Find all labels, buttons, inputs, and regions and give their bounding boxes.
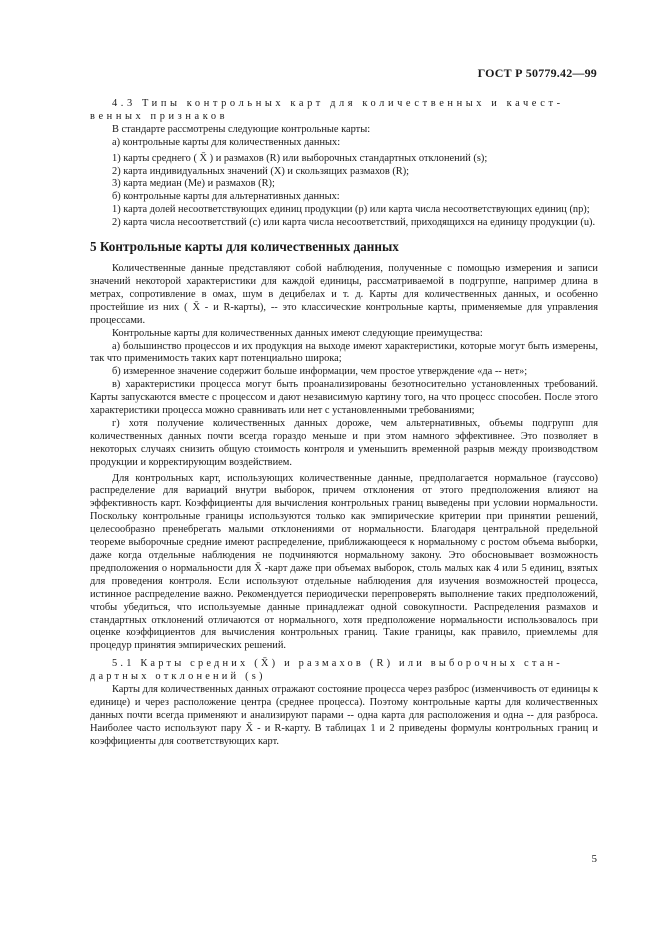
section-5-1-paragraph: Карты для количественных данных отражают состояние процесса через разброс (изменчивость от единицы к единице) и через расположение центра (среднее процесса). Поэтому контрольные карты для количественных данных почти всегда применяют и анализируют парами -- одна карта для расположения и одна -- для разброса. Наиболее часто используют пару X̄ - и R-карту. В таблицах 1 и 2 приведены формулы контрольных границ и коэффициенты для соответствующих карт.	[90, 684, 598, 747]
section-4-3-line: б) контрольные карты для альтернативных данных:	[112, 191, 340, 203]
section-5-paragraph: б) измеренное значение содержит больше информации, чем простое утверждение «да -- нет»;	[112, 366, 528, 378]
section-4-3-title-line2: венных признаков	[90, 110, 229, 122]
section-5-1-title-line2: дартных отклонений (s)	[90, 671, 266, 683]
section-5-paragraph: Для контрольных карт, использующих количественные данные, предполагается нормальное (гауссово) распределение для вариаций внутри выборок, причем отклонения от этого предположения влияют на эффективность карт. Коэффициенты для вычисления контрольных границ выведены при условии нормальности. Поскольку контрольные границы используются только как эмпирические критерии при принятии решений, целесообразно пренебрегать малыми отклонениями от нормальности. Благодаря центральной предельной теореме выборочные средние имеют распределение, приближающееся к нормальному с ростом объема выборки, даже когда отдельные наблюдения не подчиняются нормальному закону. Это обосновывает возможность предположения о нормальности для X̄ -карт даже при объемах выборок, столь малых как 4 или 5 единиц, взятых для проведения контроля. Если используют отдельные наблюдения для изучения возможностей процесса, истинное распределение важно. Рекомендуется периодически перепроверять выполнение таких предположений, чтобы убедиться, что используемые данные принадлежат одной совокупности. Распределения размахов и стандартных отклонений отличаются от нормального, хотя предположение нормальности использовалось при оценке коэффициентов для вычисления контрольных границ. Такие границы, как правило, приемлемы для процедур принятия эмпирических решений.	[90, 472, 598, 652]
section-5-paragraph: Контрольные карты для количественных данных имеют следующие преимущества:	[112, 327, 483, 339]
section-4-3-line: В стандарте рассмотрены следующие контрольные карты:	[112, 123, 371, 135]
section-4-3-title-line1: 4.3 Типы контрольных карт для количественных и качест-	[112, 98, 564, 109]
section-4-3-line: 1) карты среднего ( X̄ ) и размахов (R) или выборочных стандартных отклонений (s);	[112, 152, 488, 164]
section-4-3-line: 3) карта медиан (Ме) и размахов (R);	[112, 178, 275, 190]
section-4-3-line: 2) карта числа несоответствий (c) или карта числа несоответствий, приходящихся на единицу продукции (u).	[112, 217, 596, 229]
section-4-3-line: 1) карта долей несоответствующих единиц продукции (p) или карта числа несоответствующих единиц (np);	[112, 204, 590, 216]
section-5-paragraph: г) хотя получение количественных данных дороже, чем альтернативных, объемы подгрупп для количественных данных почти всегда гораздо меньше и при этом намного эффективнее. Это позволяет в некоторых случаях снизить общую стоимость контроля и уменьшить временной разрыв между производством продукции и корректирующим воздействием.	[90, 417, 598, 468]
section-5-heading: 5 Контрольные карты для количественных данных	[90, 239, 399, 255]
section-5-paragraph: Количественные данные представляют собой наблюдения, полученные с помощью измерения и записи значений некоторой характеристики для каждой единицы, рассматриваемой в подгруппе, например длина в метрах, сопротивление в омах, шум в децибелах и т. д. Карты для количественных данных, и особенно простейшие из них ( X̄ - и R-карты), -- это классические контрольные карты, применяемые для управления процессами.	[90, 263, 598, 326]
page-number: 5	[591, 853, 597, 865]
section-4-3-line: 2) карта индивидуальных значений (X) и скользящих размахов (R);	[112, 165, 410, 177]
section-5-paragraph: а) большинство процессов и их продукция на выходе имеют характеристики, которые могут быть измерены, так что применимость таких карт потенциально широка;	[90, 340, 598, 365]
section-4-3-line: а) контрольные карты для количественных данных:	[112, 136, 341, 148]
section-5-paragraph: в) характеристики процесса могут быть проанализированы безотносительно установленных требований. Карты запускаются вместе с процессом и дают независимую картину того, на что процесс способен. После этого характеристики процесса можно сравнивать или нет с установленными требованиями;	[90, 379, 598, 417]
section-5-1-title-line1: 5.1 Карты средних (X̄) и размахов (R) или выборочных стан-	[112, 658, 563, 670]
page-content	[90, 98, 598, 749]
document-id-header: ГОСТ Р 50779.42—99	[477, 66, 597, 80]
